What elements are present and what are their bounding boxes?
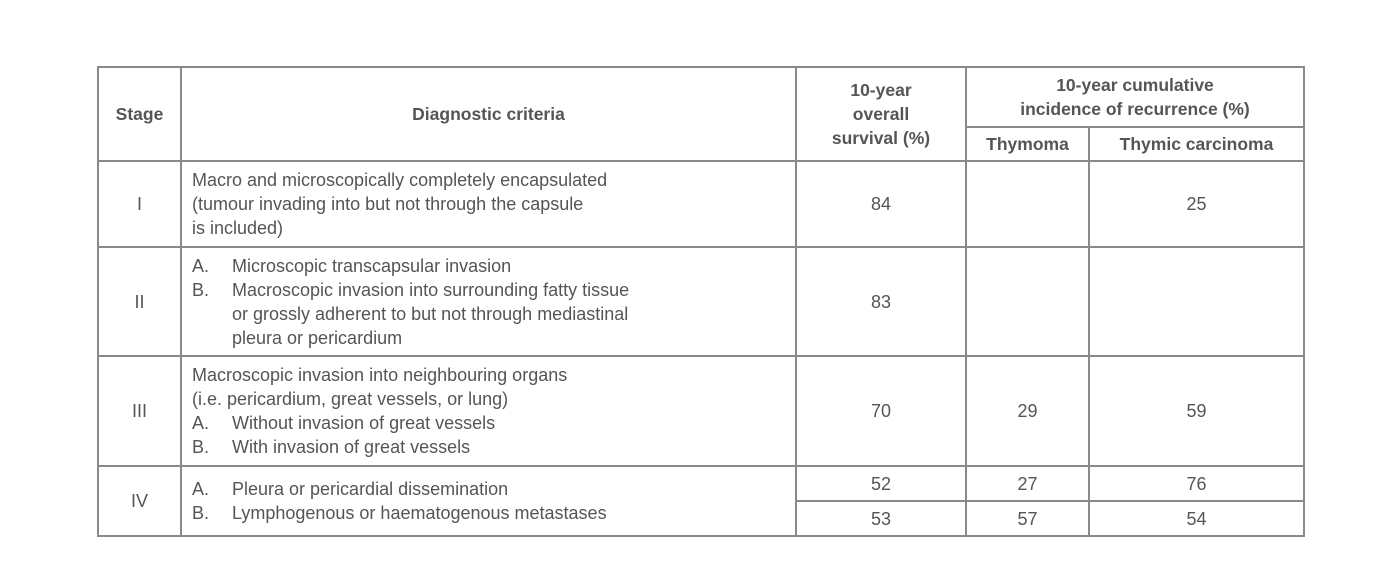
criteria-item — [192, 501, 787, 525]
survival-cell: 83 — [796, 247, 966, 356]
header-line: 10-year cumulative — [1056, 75, 1214, 95]
header-thymic-carcinoma: Thymic carcinoma — [1089, 127, 1304, 161]
item-text: pleura or pericardium — [232, 327, 403, 348]
table-row — [98, 356, 1304, 466]
header-survival — [796, 67, 966, 161]
criteria-line: (i.e. pericardium, great vessels, or lung) — [192, 389, 509, 409]
item-marker — [192, 302, 232, 326]
stage-cell: II — [98, 247, 181, 356]
criteria-item — [192, 435, 787, 459]
table-row — [98, 247, 1304, 356]
criteria-item — [192, 302, 787, 326]
criteria-item — [192, 278, 787, 302]
carcinoma-cell: 25 — [1089, 161, 1304, 247]
criteria-item — [192, 477, 787, 501]
thymoma-cell: 27 — [966, 466, 1089, 501]
header-stage: Stage — [98, 67, 181, 161]
carcinoma-cell: 54 — [1089, 501, 1304, 536]
criteria-line: (tumour invading into but not through the capsule — [192, 194, 584, 214]
thymoma-cell — [966, 247, 1089, 356]
item-text: Without invasion of great vessels — [232, 413, 496, 433]
item-text: Pleura or pericardial dissemination — [232, 479, 509, 499]
table-row — [98, 466, 1304, 501]
item-marker: A. — [192, 413, 210, 433]
header-line: 10-year — [850, 80, 912, 100]
criteria-line: Macro and microscopically completely encapsulated — [192, 170, 608, 190]
item-text: Lymphogenous or haematogenous metastases — [232, 503, 607, 523]
item-marker: A. — [192, 255, 210, 276]
item-text: Macroscopic invasion into surrounding fatty tissue — [232, 279, 630, 300]
item-marker: A. — [192, 479, 210, 499]
thymoma-cell: 29 — [966, 356, 1089, 466]
item-text: or grossly adherent to but not through mediastinal — [232, 303, 629, 324]
carcinoma-cell: 76 — [1089, 466, 1304, 501]
criteria-cell — [181, 466, 796, 536]
thymoma-cell: 57 — [966, 501, 1089, 536]
stage-cell: IV — [98, 466, 181, 536]
item-marker: B. — [192, 437, 210, 457]
header-line: incidence of recurrence (%) — [1020, 99, 1250, 119]
criteria-cell — [181, 161, 796, 247]
item-text: With invasion of great vessels — [232, 437, 471, 457]
survival-cell: 53 — [796, 501, 966, 536]
survival-cell: 70 — [796, 356, 966, 466]
criteria-line: Macroscopic invasion into neighbouring organs — [192, 365, 568, 385]
item-marker: B. — [192, 279, 210, 300]
criteria-cell — [181, 247, 796, 356]
criteria-item — [192, 254, 787, 278]
carcinoma-cell: 59 — [1089, 356, 1304, 466]
thymoma-cell — [966, 161, 1089, 247]
criteria-cell — [181, 356, 796, 466]
item-marker — [192, 326, 232, 350]
criteria-line: is included) — [192, 218, 284, 238]
header-thymoma: Thymoma — [966, 127, 1089, 161]
header-line: overall — [852, 104, 910, 124]
header-recurrence — [966, 67, 1304, 127]
item-marker: B. — [192, 503, 210, 523]
carcinoma-cell — [1089, 247, 1304, 356]
survival-cell: 52 — [796, 466, 966, 501]
item-text: Microscopic transcapsular invasion — [232, 255, 512, 276]
stage-cell: I — [98, 161, 181, 247]
staging-table — [97, 66, 1305, 537]
survival-cell: 84 — [796, 161, 966, 247]
header-criteria: Diagnostic criteria — [181, 67, 796, 161]
stage-cell: III — [98, 356, 181, 466]
criteria-item — [192, 411, 787, 435]
criteria-item — [192, 326, 787, 350]
header-line: survival (%) — [831, 128, 931, 148]
table-row — [98, 161, 1304, 247]
